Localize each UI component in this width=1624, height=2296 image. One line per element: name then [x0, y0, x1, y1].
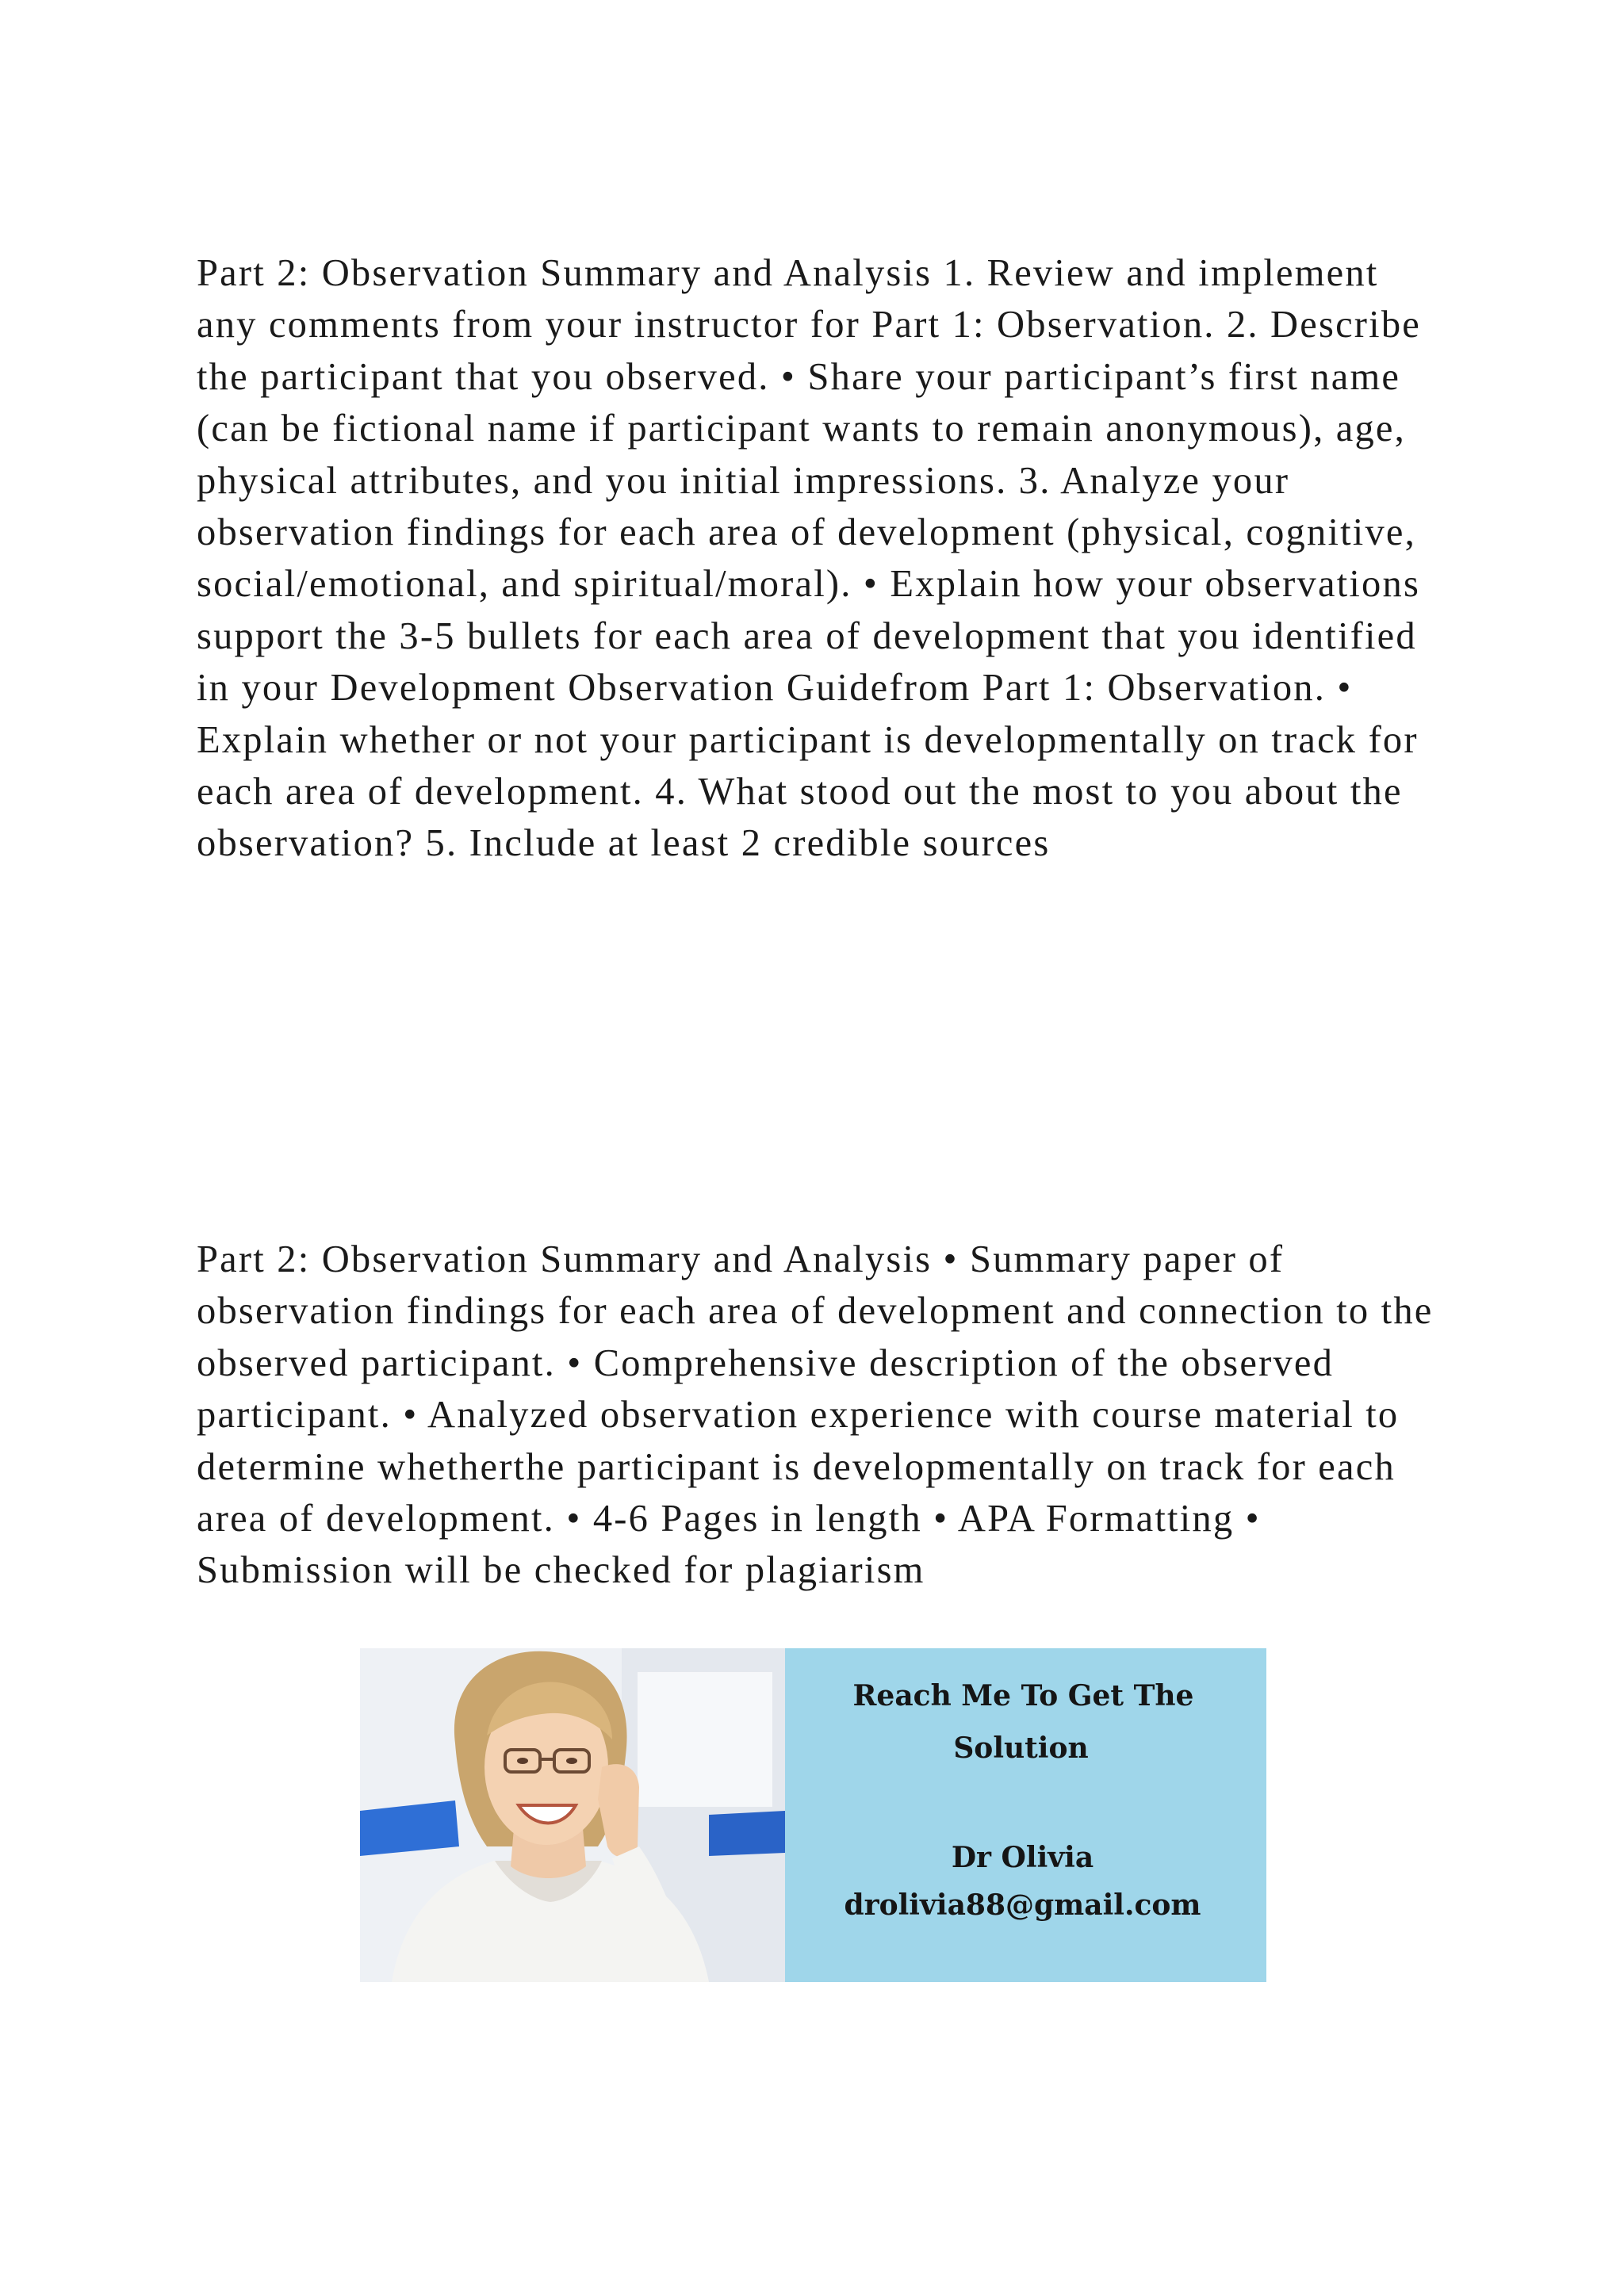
- contact-banner: [360, 1648, 1266, 1982]
- rubric-paragraph: Part 2: Observation Summary and Analysis • Summary paper of observation findings for each area of development and connection to the observed participant. • Comprehensive description of the observed participant. • Analyzed observation experience with course material to determine whetherthe participant is developmentally on track for each area of development. • 4-6 Pages in length • APA Formatting • Submission will be checked for plagiarism: [197, 1238, 1434, 1592]
- contact-name: Dr Olivia: [951, 1841, 1094, 1874]
- contact-card: [785, 1648, 1266, 1982]
- woman-portrait-image: [360, 1648, 785, 1982]
- instructions-paragraph: Part 2: Observation Summary and Analysis 1. Review and implement any comments from your instructor for Part 1: Observation. 2. Describe the participant that you observed. • Share your participant’s first name (can be fictional name if participant wants to remain anonymous), age, physical attributes, and you initial impressions. 3. Analyze your observation findings for each area of development (physical, cognitive, social/emotional, and spiritual/moral). • Explain how your observations support the 3-5 bullets for each area of development that you identified in your Development Observation Guidefrom Part 1: Observation. • Explain whether or not your participant is developmentally on track for each area of development. 4. What stood out the most to you about the observation? 5. Include at least 2 credible sources: [197, 252, 1421, 865]
- banner-headline: Reach Me To Get The: [852, 1679, 1194, 1712]
- banner-headline-continued: Solution: [953, 1732, 1089, 1765]
- contact-email: drolivia88@gmail.com: [844, 1888, 1201, 1922]
